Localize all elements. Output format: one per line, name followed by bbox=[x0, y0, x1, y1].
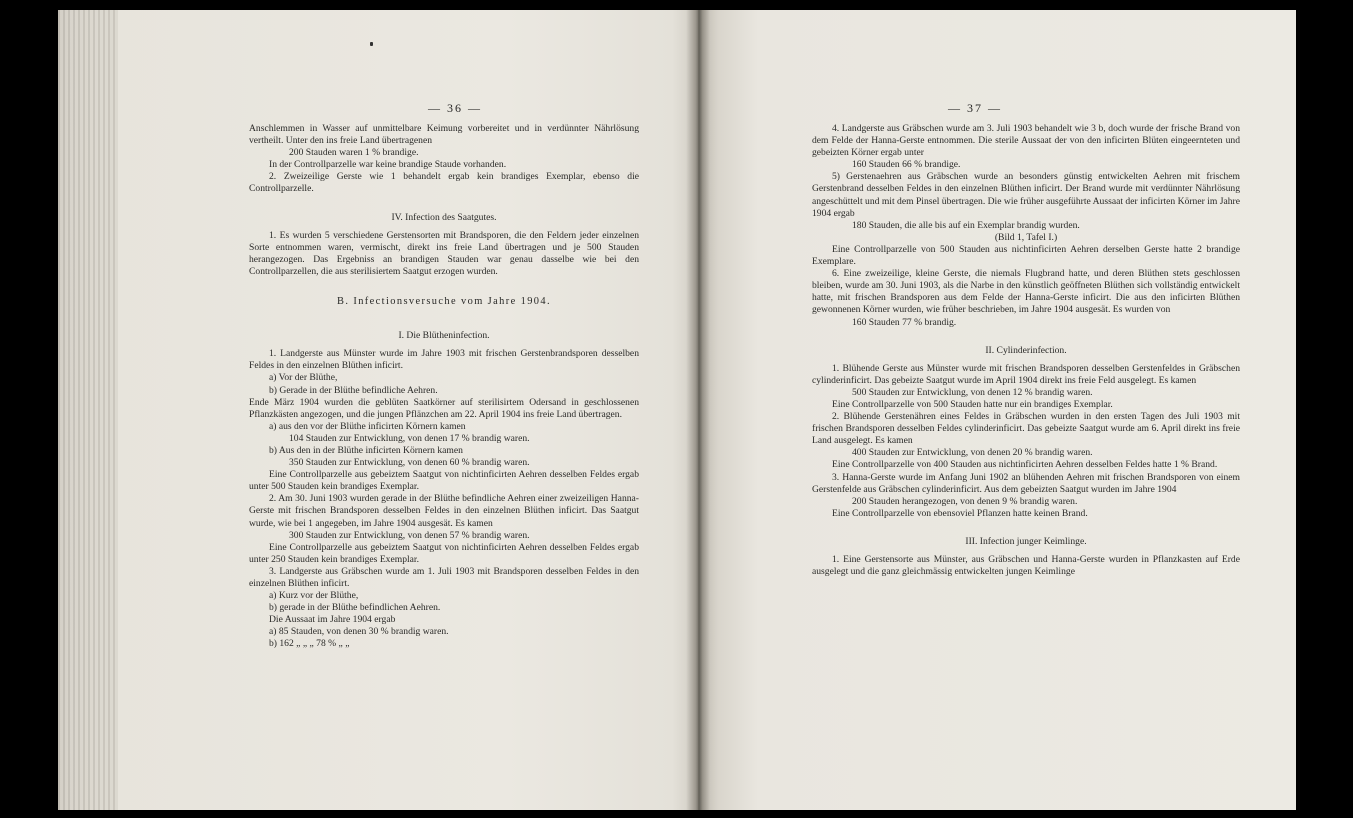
section-heading: III. Infection junger Keimlinge. bbox=[965, 535, 1087, 547]
text-line: Eine Controllparzelle von 400 Stauden aus nichtinficirten Aehren desselben Feldes hatte 1 % Brand. bbox=[832, 459, 1218, 471]
left-page-text bbox=[249, 123, 639, 651]
text-line: 5) Gerstenaehren aus Gräbschen wurde an besonders günstig entwickelten Aehren mit frischem Gerstenbrand desselben Feldes in den einzelnen Blüthen inficirt. Der Brand wurde mit verdünnter Nährlösung angeschüttelt und mit dem Pinsel übertragen. Die wie früher ausgeführte Aussaat der inficirten Körner im Jahre 1904 ergab bbox=[812, 171, 1240, 219]
text-line: Eine Controllparzelle aus gebeiztem Saatgut von nichtinficirten Aehren desselben Feldes ergab unter 500 Stauden kein brandiges Exemplar. bbox=[249, 469, 639, 493]
text-line: Anschlemmen in Wasser auf unmittelbare Keimung vorbereitet und in verdünnter Nährlösung vertheilt. Unter den ins freie Land übertragenen bbox=[249, 123, 639, 147]
text-line: a) Vor der Blüthe, bbox=[269, 372, 338, 384]
text-line: 1. Landgerste aus Münster wurde im Jahre 1903 mit frischen Gerstenbrandsporen desselben Feldes in den einzelnen Blüthen inficirt. bbox=[249, 348, 639, 372]
page-number-right: — 37 — bbox=[948, 101, 1002, 115]
page-edges bbox=[58, 10, 118, 810]
section-heading: I. Die Blütheninfection. bbox=[398, 330, 490, 342]
section-heading: II. Cylinderinfection. bbox=[985, 344, 1067, 356]
text-line: 2. Am 30. Juni 1903 wurden gerade in der Blüthe befindliche Aehren einer zweizeiligen Hanna-Gerste mit frischen Brandsporen desselben Feldes in den einzelnen Blüthen inficirt. Das Saatgut wurde, wie bei 1 angegeben, im Jahre 1904 ausgesät. Es kamen bbox=[249, 493, 639, 529]
text-line: 1. Eine Gerstensorte aus Münster, aus Gräbschen und Hanna-Gerste wurden in Pflanzkasten auf Erde ausgelegt und die ganz gleichmässig entwickelten jungen Keimlinge bbox=[812, 554, 1240, 578]
text-line: Die Aussaat im Jahre 1904 ergab bbox=[269, 614, 396, 626]
text-line: b) Gerade in der Blüthe befindliche Aehren. bbox=[269, 384, 438, 396]
text-line: In der Controllparzelle war keine brandige Staude vorhanden. bbox=[269, 159, 507, 171]
text-line: 200 Stauden waren 1 % brandige. bbox=[289, 147, 419, 159]
text-line: b) Aus den in der Blüthe inficirten Körnern kamen bbox=[269, 444, 463, 456]
text-line: 3. Hanna-Gerste wurde im Anfang Juni 1902 an blühenden Aehren mit frischen Brandsporen von einem Gerstenfelde aus Gräbschen cylinderinficirt. Aus dem gebeizten Saatgut wurden im Jahre 1904 bbox=[812, 471, 1240, 495]
text-line: 500 Stauden zur Entwicklung, von denen 12 % brandig waren. bbox=[852, 386, 1093, 398]
left-page bbox=[58, 10, 698, 810]
text-line: Eine Controllparzelle von 500 Stauden hatte nur ein brandiges Exemplar. bbox=[832, 398, 1113, 410]
text-line: 400 Stauden zur Entwicklung, von denen 20 % brandig waren. bbox=[852, 447, 1093, 459]
text-line: Eine Controllparzelle aus gebeiztem Saatgut von nichtinficirten Aehren desselben Feldes ergab unter 250 Stauden kein brandiges Exemplar. bbox=[249, 541, 639, 565]
text-line: Ende März 1904 wurden die geblüten Saatkörner auf sterilisirtem Odersand in geschlossenen Pflanzkästen angezogen, und die jungen Pflänzchen am 22. April 1904 ins freie Land übertragen. bbox=[249, 396, 639, 420]
text-line: 2. Zweizeilige Gerste wie 1 behandelt ergab kein brandiges Exemplar, ebenso die Controllparzelle. bbox=[249, 171, 639, 195]
text-line: 180 Stauden, die alle bis auf ein Exemplar brandig wurden. bbox=[852, 219, 1080, 231]
text-line: 350 Stauden zur Entwicklung, von denen 60 % brandig waren. bbox=[289, 457, 530, 469]
page-number-left: — 36 — bbox=[428, 101, 482, 115]
book-gutter bbox=[686, 10, 710, 810]
text-line: Eine Controllparzelle von ebensoviel Pflanzen hatte keinen Brand. bbox=[832, 507, 1088, 519]
text-line: 1. Blühende Gerste aus Münster wurde mit frischen Brandsporen desselben Gerstenfeldes in Gräbschen cylinderinficirt. Das gebeizte Saatgut wurde im April 1904 direkt ins freie Feld ausgelegt. Es kamen bbox=[812, 362, 1240, 386]
right-page bbox=[698, 10, 1296, 810]
section-heading: B. Infectionsversuche vom Jahre 1904. bbox=[337, 296, 551, 308]
text-line: 1. Es wurden 5 verschiedene Gerstensorten mit Brandsporen, die den Feldern jeder einzelnen Sorte entnommen waren, vermischt, direkt ins freie Land übertragen und je 500 Stauden herangezogen. Das Ergebniss an brandigen Stauden war genau dasselbe wie bei den Controllparzellen, die aus sterilisiertem Saatgut erzogen wurden. bbox=[249, 229, 639, 277]
text-line: 300 Stauden zur Entwicklung, von denen 57 % brandig waren. bbox=[289, 529, 530, 541]
text-line: (Bild 1, Tafel I.) bbox=[994, 231, 1058, 243]
text-line: b) 162 „ „ „ 78 % „ „ bbox=[269, 638, 350, 650]
section-heading: IV. Infection des Saatgutes. bbox=[391, 211, 497, 223]
open-book bbox=[58, 10, 1296, 810]
text-line: Eine Controllparzelle von 500 Stauden aus nichtinficirten Aehren derselben Gerste hatte 2 brandige Exemplare. bbox=[812, 243, 1240, 268]
text-line: 4. Landgerste aus Gräbschen wurde am 3. Juli 1903 behandelt wie 3 b, doch wurde der frische Brand von dem Felde der Hanna-Gerste entnommen. Die sterile Aussaat der von den inficirten Blüten eingeernteten und gebeizten Körner ergab unter bbox=[812, 123, 1240, 159]
text-line: a) aus den vor der Blüthe inficirten Körnern kamen bbox=[269, 420, 466, 432]
text-line: 160 Stauden 66 % brandige. bbox=[852, 159, 961, 171]
text-line: 200 Stauden herangezogen, von denen 9 % brandig waren. bbox=[852, 495, 1078, 507]
right-page-text bbox=[812, 123, 1240, 578]
text-line: 3. Landgerste aus Gräbschen wurde am 1. Juli 1903 mit Brandsporen desselben Feldes in den einzelnen Blüthen inficirt. bbox=[249, 565, 639, 589]
text-line: 6. Eine zweizeilige, kleine Gerste, die niemals Flugbrand hatte, und deren Blüthen stets geschlossen bleiben, wurde am 30. Juni 1903, als die Narbe in den künstlich geöffneten Blüthen sich vollständig entwickelt hatte, mit frischen Brandsporen aus dem Felde der Hanna-Gerste inficirt. Die aus den inficirten Blüthen gewonnenen Körner wurden, wie früher beschrieben, im Jahre 1904 ausgesät. Es wurden von bbox=[812, 268, 1240, 316]
text-line: a) 85 Stauden, von denen 30 % brandig waren. bbox=[269, 626, 449, 638]
text-line: 160 Stauden 77 % brandig. bbox=[852, 316, 957, 328]
ink-spot bbox=[370, 42, 373, 46]
text-line: a) Kurz vor der Blüthe, bbox=[269, 590, 359, 602]
text-line: 2. Blühende Gerstenähren eines Feldes in Gräbschen wurden in den ersten Tagen des Juli 1903 mit frischen Brandsporen desselben Feldes cylinderinficirt. Das gebeizte Saatgut wurde am 6. April direkt ins freie Land ausgelegt. Es kamen bbox=[812, 411, 1240, 447]
text-line: b) gerade in der Blüthe befindlichen Aehren. bbox=[269, 602, 441, 614]
text-line: 104 Stauden zur Entwicklung, von denen 17 % brandig waren. bbox=[289, 432, 530, 444]
